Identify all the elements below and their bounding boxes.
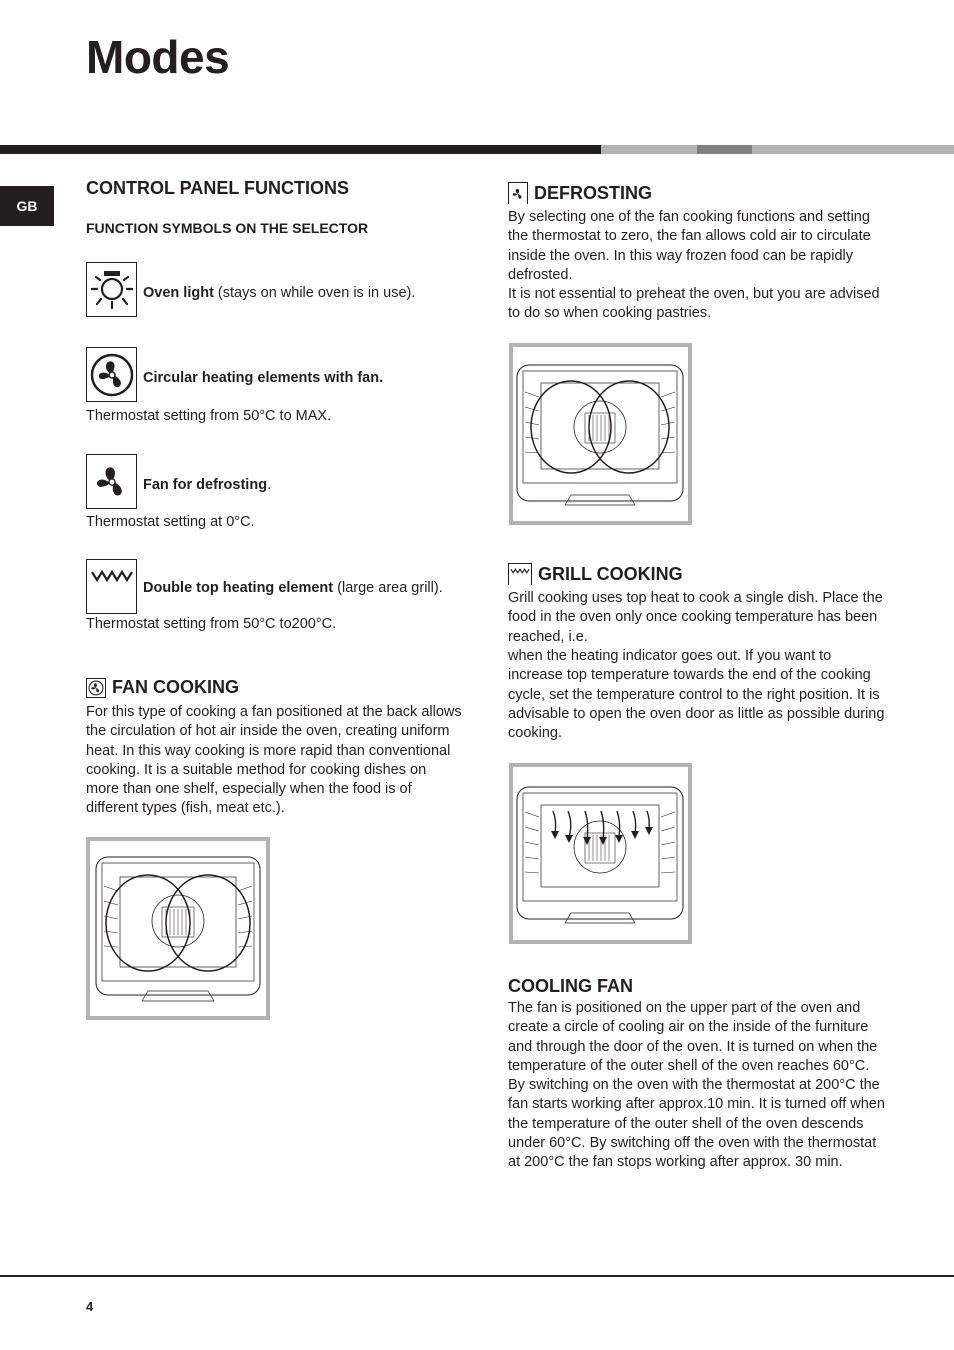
oven-light-label: Oven light (stays on while oven is in use). (143, 285, 416, 301)
language-tab: GB (0, 186, 54, 226)
grill-cooking-oven-figure (509, 763, 692, 944)
grill-cooking-heading: GRILL COOKING (538, 563, 683, 584)
control-panel-heading: CONTROL PANEL FUNCTIONS (86, 178, 350, 198)
control-panel-section (86, 178, 349, 199)
cooling-fan-heading-wrap (508, 976, 633, 997)
cooling-fan-body: The fan is positioned on the upper part of the oven and create a circle of cooling air on the inside of the furniture and through the door of the oven. It is turned on when the temperature of the outer shell of the oven reaches 60°C. By switching on the oven with the thermostat at 200°C the fan starts working after approx.10 min. It is turned off when the temperature of the outer shell of the oven descends under 60°C. By switching off the oven with the thermostat at 200°C the fan stops working after approx. 30 min. (508, 1000, 885, 1171)
header-rule-black (0, 145, 601, 154)
fan-cooking-oven-figure (86, 837, 270, 1020)
fan-icon (86, 454, 137, 509)
grill-cooking-body-1: Grill cooking uses top heat to cook a single dish. Place the food in the oven only once cooking temperature has been reached, i.e. (508, 590, 883, 645)
grill-cooking-heading-wrap (508, 563, 683, 585)
header-rule-gray-end (752, 145, 954, 154)
defrosting-fan-icon (508, 182, 528, 204)
function-symbols-subheading-wrap (86, 220, 368, 236)
defrosting-body-2: It is not essential to preheat the oven, but you are advised to do so when cooking pastries. (508, 286, 880, 322)
circular-heating-label: Circular heating elements with fan. (143, 370, 384, 386)
circular-heating-note: Thermostat setting from 50°C to MAX. (86, 408, 332, 424)
grill-cooking-body-2: when the heating indicator goes out. If you want to increase top temperature towards the end of the cooking cycle, set the temperature control to the right position. It is advisable to open the oven door as little as possible during cooking. (508, 648, 885, 742)
grill-icon (86, 559, 137, 614)
fan-cooking-heading: FAN COOKING (112, 677, 240, 697)
fan-cooking-heading-wrap (86, 677, 239, 698)
grill-cooking-icon (508, 563, 532, 585)
fan-defrosting-label: Fan for defrosting. (143, 477, 272, 493)
defrosting-heading: DEFROSTING (534, 182, 653, 203)
cooling-fan-heading: COOLING FAN (508, 976, 633, 996)
oven-light-icon (86, 262, 137, 317)
page-title: Modes (86, 31, 230, 83)
fan-cooking-body: For this type of cooking a fan positioned at the back allows the circulation of hot air inside the oven, creating uniform heat. In this way cooking is more rapid than conventional cooking. It is a suitable method for cooking dishes on more than one shelf, especially when the food is of different types (fish, meat etc.). (86, 704, 462, 817)
function-symbols-subheading: FUNCTION SYMBOLS ON THE SELECTOR (86, 220, 369, 236)
defrosting-oven-figure (509, 343, 692, 525)
fan-defrosting-note: Thermostat setting at 0°C. (86, 514, 255, 530)
page-number: 4 (86, 1299, 94, 1314)
header-rule-dark (697, 145, 752, 154)
fan-circular-heating-icon (86, 347, 137, 402)
fan-cooking-icon (86, 678, 106, 698)
double-top-heating-label: Double top heating element (large area grill). (143, 580, 443, 596)
footer-rule (0, 1275, 954, 1277)
double-top-heating-note: Thermostat setting from 50°C to200°C. (86, 616, 337, 632)
defrosting-body-1: By selecting one of the fan cooking functions and setting the thermostat to zero, the fan allows cold air to circulate inside the oven. In this way frozen food can be rapidly defrosted. (508, 209, 871, 283)
defrosting-heading-wrap (508, 182, 652, 204)
header-rule-gray (601, 145, 697, 154)
